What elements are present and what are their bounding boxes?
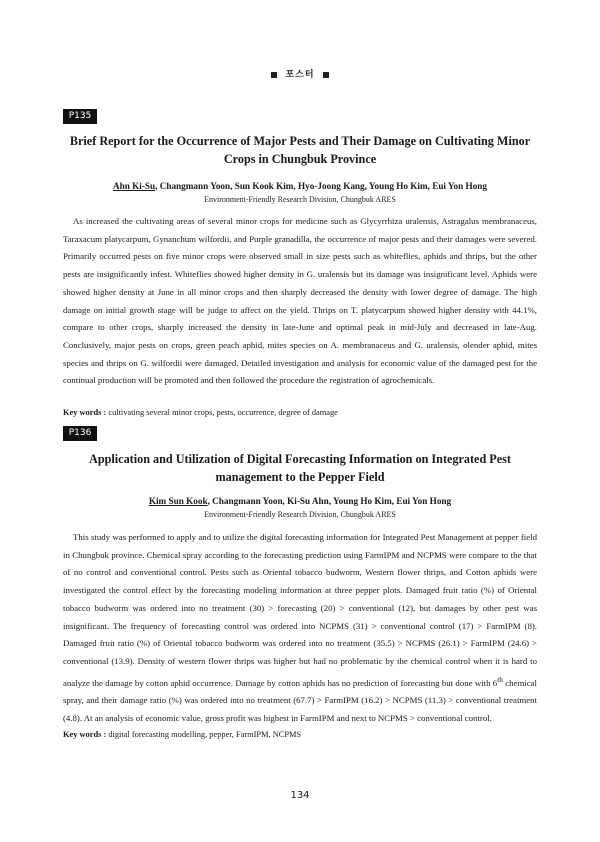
- article-abstract: [63, 213, 537, 390]
- article-authors: [63, 180, 537, 192]
- article-authors: [63, 495, 537, 507]
- article-title: Brief Report for the Occurrence of Major Pests and Their Damage on Cultivating Minor Crops in Chungbuk Province: [69, 134, 531, 166]
- first-author: Kim Sun Kook: [148, 496, 208, 506]
- article-code-badge: P136: [63, 426, 97, 441]
- keywords-label: Key words :: [63, 730, 107, 739]
- article-title: Application and Utilization of Digital Forecasting Information on Integrated Pest management to the Pepper Field: [89, 452, 511, 484]
- abstract-text: As increased the cultivating areas of several minor crops for medicine such as Glycyrrhiza uralensis, Astragalus membranaceus, Taraxacum platycarpum, Gynanchum wilfordii, and Purple granadilla, the occurrence of major pests and their damages were severed. Primarily occurred pests on five minor crops were observed small in size pests such as whiteflies, aphids and thrips, but the other pests are insignificantly infest. Whiteflies showed higher density in G. uralensis but its damage was insignificant level. Aphids were showed higher density at June in all minor crops and then sharply decreased the density with lower degree of damage. The high damage on initial growth stage will be judge to affect on the yield. Thrips on T. platycarpum showed higher density with 44.1%, compare to other crops, sharply increased the density in late-June and optimal peak in mid-July and decreased in late-Aug. Conclusively, major pests on crops, green peach aphid, mites species on A. membranaceus and G. uralensis, olender aphid, mites species and thrips on G. wilfordii were damaged. Detailed investigation and analysis for economic value of the damaged pest for the continual production will be promoted and then followed the procedure the registration of agrochemicals.: [63, 216, 537, 386]
- article-affiliation: Environment-Friendly Research Division, Chungbuk ARES: [204, 195, 396, 204]
- article-abstract: [63, 529, 537, 728]
- section-header-label: 포스터: [285, 70, 315, 80]
- square-bullet-icon: [271, 72, 277, 78]
- keywords-label: Key words :: [63, 408, 107, 417]
- keywords-text: cultivating several minor crops, pests, occurrence, degree of damage: [106, 408, 338, 417]
- article-keywords: [63, 729, 537, 741]
- abstract-text-part-1: This study was performed to apply and to utilize the digital forecasting information for Integrated Pest Management at pepper field in Chungbuk province. Chemical spray according to the forecasting prediction using FarmIPM and NCPMS were compare to the that of no control and conventional control. Pests such as Oriental tobacco budworm, Western flower thrips, and Cotton aphids were investigated the control effect by the forecasting modeling information at three pepper plots. Damaged fruit ratio (%) of Oriental tobacco budworm was ordered into no treatment (30) > forecasting (20) > conventional (12), but damages by other pest was insignificant. The frequency of forecasting control was ordered into NCPMS (31) > conventional control (17) > FarmIPM (8). Damaged fruit ratio (%) of Oriental tobacco budworm was ordered into no treatment (35.5) > NCPMS (26.1) > FarmIPM (24.6) > conventional (13.9). Density of western flower thrips was higher but had no problematic by the chemical control when it is hard to analyze the damage by cotton aphid occurrence. Damage by cotton aphids has no prediction of forecasting but done with 6: [63, 532, 537, 688]
- article-affiliation: Environment-Friendly Research Division, Chungbuk ARES: [204, 510, 396, 519]
- keywords-text: digital forecasting modelling, pepper, FarmIPM, NCPMS: [106, 730, 302, 739]
- ordinal-suffix: th: [497, 674, 503, 684]
- abstract-text: [63, 529, 537, 728]
- article-code-badge: P135: [63, 109, 97, 124]
- page-number: 134: [290, 790, 310, 801]
- article-keywords: [63, 407, 537, 419]
- section-header: [0, 67, 600, 80]
- square-bullet-icon: [323, 72, 329, 78]
- co-authors: , Changmann Yoon, Sun Kook Kim, Hyo-Joong Kang, Young Ho Kim, Eui Yon Hong: [155, 181, 487, 191]
- first-author: Ahn Ki-Su: [113, 181, 156, 191]
- co-authors: , Changmann Yoon, Ki-Su Ahn, Young Ho Kim, Eui Yon Hong: [207, 496, 452, 506]
- abstract-text-part-2: chemical spray, and their damage ratio (%) was ordered into no treatment (67.7) > FarmIPM (16.2) > NCPMS (11.3) > conventional treatment (4.8). At an analysis of economic value, gross profit was highest in FarmIPM and next to NCPMS > conventional control.: [63, 677, 537, 723]
